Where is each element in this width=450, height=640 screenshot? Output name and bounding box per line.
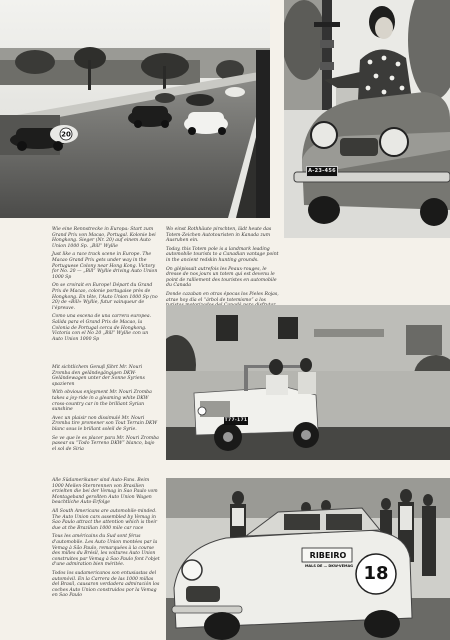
canada-photo [284,0,450,238]
rally-caption-de: Alle Südamerikaner sind Auto-Fans. Beim 1000 Meilen-Sternrennen von Brasilien erzielten die bei der Vemag in Sao Paulo vom Montageband gerollten Auto Union Wagen beachtliche Auto-Erfolge [52,478,158,506]
jeep-license-plate: T77-171 [224,418,248,423]
race-caption-fr: On se croirait en Europe! Départ du Grand Prix de Macao, colonie portugaise près de Hongkong. En tête, l'Auto Union 1000 Sp (no 20) de «Bill» Wyllie, futur vainqueur de l'épreuve. [52,283,158,311]
totem-caption-fr: On glépissait autrefois les Peaux-rouges, le dresse de nos jours un totem qui est devenu le point de ralliement des touristes en automobile du Canada [166,266,277,289]
race-photo-image [0,0,270,218]
jeep-caption-de: Mit sichtlichem Genuß fährt Mr. Nouri Zromba den geländegängigen DKW-Geländewagen unter der Sonne Syriens spazieren [52,365,145,387]
jeep-caption-fr: Avec un plaisir non dissimulé Mr. Nouri Zromba tire promener son Tout Terrain DKW blanc sous le brillant soleil de Syrie. [52,415,158,432]
rally-caption [52,478,160,602]
rally-caption-es: Todos los sudamericanos son entusiastas del automóvil. En la Carrera de las 1000 millas del Brasil, causaron verdadera admiración los coches Auto Union construidos por la Vemag en Sao Paulo [52,570,160,599]
rally-photo [166,478,450,640]
race-caption [52,227,160,345]
rally-caption-en: All South Americans are automobile-minded. The Auto Union cars assembled by Vemag in Sao Paulo attract the attention which is their due at the Brazilian 1000 mile car race [52,508,158,531]
canada-photo-image [284,0,450,238]
totem-caption [166,227,280,317]
totem-caption-en: Today, this Totem pole is a landmark leading automobile tourists to a Canadian vantage point in the ancient redskin hunting grounds. [166,246,279,263]
rally-sponsor-sublabel: MALS DE … DKW-VEMAG [304,564,354,568]
race-caption-de: Wie eine Rennstrecke in Europa: Start zum Grand Prix von Macao, Portugal. Kolonie bei Hongkong. Sieger (Nr. 20) auf einem Auto Union 1000 Sp. „Bill“ Wyllie [52,227,156,249]
rally-car-number: 18 [363,563,389,584]
jeep-caption-es: Se ve que le es placer para Mr. Nouri Zromba pasear su “Todo Terreno DKW” blanco, bajo el sol de Siria [52,435,159,452]
rally-caption-fr: Tous les américains du Sud sont férus d'automobile. Les Auto Union montées par la Vemag à São Paulo, remarquées à la course des milles du Brésil, les voitures Auto Union construites par Vemag à Sao Paulo font l'objet d'une admiration bien méritée. [52,534,160,568]
race-photo [0,0,270,218]
jeep-photo-image [166,305,450,460]
totem-caption-de: Wo einst Rothhäute pirschten, lädt heute das Totem-Zeichen Autotouristen in Kanada zum Ausruhen ein. [166,227,272,244]
rally-sponsor-label: RIBEIRO [309,551,347,560]
jeep-caption [52,365,160,455]
totem-caption-es: Donde cazaban en otras épocas los Pieles Rojas, atrae hoy día el “árbol de totemismo” a los [166,291,279,303]
race-caption-en: Just like a race track scene in Europe. The Macao Grand Prix gets under way in the Portuguese Colony near Hong Kong. Victory for No. 20 — „Bill“ Wyllie driving Auto Union 1000 Sp [52,252,158,280]
race-caption-es: Como una escena de una carrera europea. Salida para el Grand Prix de Macao, la Colonia de Portugal cerca de Hongkong. Victoria con el No 20 „Bill“ Wyllie con un Auto Union 1000 Sp [52,314,152,342]
race-car-number: 20 [61,130,71,139]
jeep-caption-en: With obvious enjoyment Mr. Nouri Zromba takes a joy-ride in a gleaming white DKW cross-country car in the brilliant Syrian sunshine [52,390,152,413]
canada-license-plate: A-23-456 [306,166,338,177]
jeep-photo [166,305,450,460]
